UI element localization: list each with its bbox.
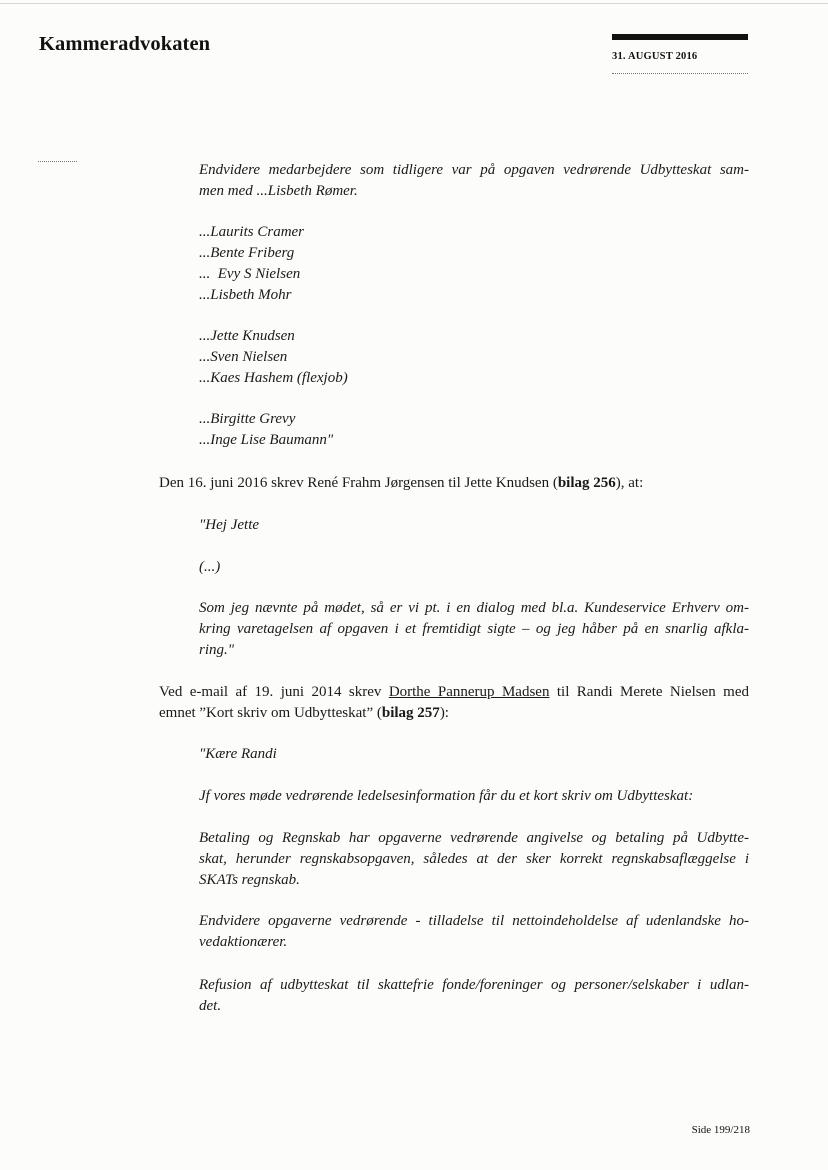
quote3-greeting: "Kære Randi [199,746,277,762]
quote2-line: ring." [199,642,235,658]
quote3-line: skat, herunder regnskabsopgaven, således at der sker korrekt regnskabsaflæggelse i [199,851,749,867]
quote3-p2 [199,828,749,891]
name-item: ...Jette Knudsen [199,328,295,344]
top-rule [0,3,828,4]
quote2-body [199,598,749,661]
date-bar [612,34,748,40]
quote1-intro [199,160,749,202]
firm-logo: Kammeradvokaten [39,33,211,55]
quote3-line: det. [199,998,222,1014]
paragraph-2 [159,682,749,724]
quote3-line: SKATs regnskab. [199,872,300,888]
quote2-line: Som jeg nævnte på mødet, så er vi pt. i en dialog med bl.a. Kundeservice Erhverv om- [199,600,749,616]
quote1-intro-line: men med ...Lisbeth Rømer. [199,183,358,199]
name-item: ...Birgitte Grevy [199,411,296,427]
quote3-line: Endvidere opgaverne vedrørende - tilladelse til nettoindeholdelse af udenlandske ho- [199,913,749,929]
document-date: 31. AUGUST 2016 [612,51,698,62]
quote2-ellipsis: (...) [199,559,221,575]
para1-text: Den 16. juni 2016 skrev René Frahm Jørgensen til Jette Knudsen ( [159,475,558,491]
para2-text: emnet ”Kort skriv om Udbytteskat” ( [159,705,382,721]
para2-line [159,703,749,724]
para2-line [159,682,749,703]
bilag-reference: bilag 257 [381,705,440,721]
quote3-p3 [199,911,749,953]
bilag-reference: bilag 256 [557,475,616,491]
name-item: ...Lisbeth Mohr [199,287,292,303]
paragraph-1 [159,473,749,494]
quote2-greeting: "Hej Jette [199,517,260,533]
name-item: ...Laurits Cramer [199,224,305,240]
quote1-names-group2 [199,326,749,389]
quote3-p1: Jf vores møde vedrørende ledelsesinformation får du et kort skriv om Udbytteskat: [199,788,694,804]
quote1-names-group1 [199,222,749,306]
name-item: ...Sven Nielsen [199,349,288,365]
quote3-line: Betaling og Regnskab har opgaverne vedrørende angivelse og betaling på Udbytte- [199,830,749,846]
para2-text: ): [439,705,449,721]
date-underline [612,73,748,74]
para1-text: ), at: [615,475,644,491]
quote3-p4 [199,975,749,1017]
underlined-name: Dorthe Pannerup Madsen [388,684,550,700]
quote3-line: Refusion af udbytteskat til skattefrie fonde/foreninger og personer/selskaber i udlan- [199,977,749,993]
name-item: ... Evy S Nielsen [199,266,301,282]
margin-mark [38,161,77,162]
para2-text: Ved e-mail af 19. juni 2014 skrev [159,684,389,700]
quote2-line: kring varetagelsen af opgaven i et fremtidigt sigte – og jeg håber på en snarlig afkla- [199,621,749,637]
quote1-intro-line: Endvidere medarbejdere som tidligere var på opgaven vedrørende Udbytteskat sam- [199,162,749,178]
page-number: Side 199/218 [691,1124,750,1136]
name-item: ...Bente Friberg [199,245,295,261]
name-item: ...Kaes Hashem (flexjob) [199,370,348,386]
quote1-names-group3 [199,409,749,451]
para2-text: til Randi Merete Nielsen med [549,684,750,700]
name-item: ...Inge Lise Baumann" [199,432,334,448]
quote3-line: vedaktionærer. [199,934,288,950]
